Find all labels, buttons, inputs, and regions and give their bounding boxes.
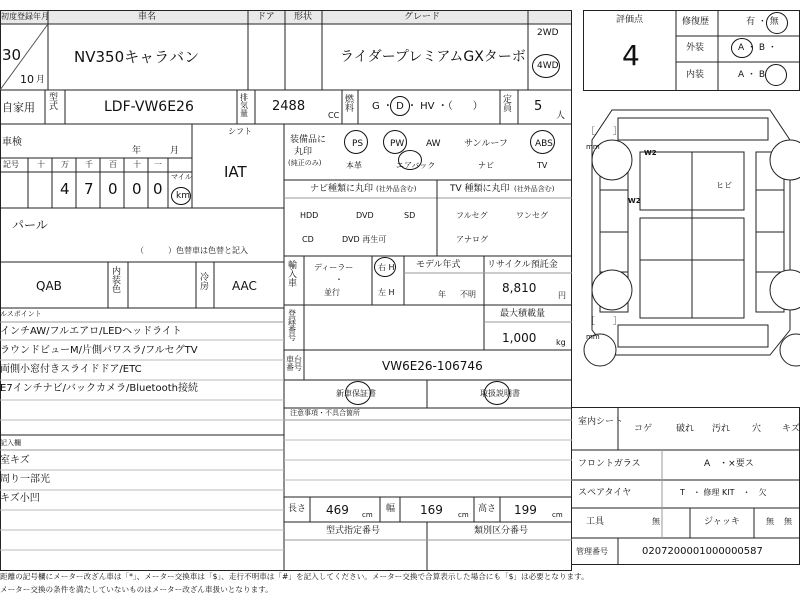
remarks-label: 記入欄 bbox=[0, 439, 21, 447]
model-year-unknown: 不明 bbox=[460, 290, 476, 299]
jack-value: 無 bbox=[766, 517, 774, 526]
import-parallel: 並行 bbox=[324, 288, 340, 297]
reg-date-label: 初度登録年月 bbox=[1, 12, 49, 21]
grade-value: ライダープレミアムGXターボ bbox=[340, 49, 526, 65]
inspection-label: 車検 bbox=[2, 137, 22, 148]
navi-label: ナビ種類に丸印 bbox=[310, 184, 374, 194]
model-name: NV350キャラバン bbox=[74, 48, 200, 66]
capacity-label: 定員 bbox=[503, 95, 513, 114]
seat-opt-burn: コゲ bbox=[634, 424, 653, 434]
tv-label: TV 種類に丸印 bbox=[450, 184, 510, 194]
diagram-bracket-bottom: ［ ］ bbox=[586, 317, 623, 327]
equip-leather: 本革 bbox=[346, 161, 362, 170]
recycle-value: 8,810 bbox=[502, 281, 537, 295]
exterior-label: 外装 bbox=[686, 43, 705, 53]
interior-seat-label: 室内シート bbox=[578, 417, 624, 427]
diagram-w2-top: W2 bbox=[644, 149, 657, 157]
tv-oneseg: ワンセグ bbox=[516, 211, 548, 220]
equip-sunroof: サンルーフ bbox=[464, 139, 508, 149]
jack-label: ジャッキ bbox=[704, 517, 740, 527]
inspection-month-unit: 月 bbox=[170, 146, 180, 156]
tv-sub: (社外品含む) bbox=[514, 185, 555, 193]
width-unit: cm bbox=[458, 511, 469, 519]
drive-2wd: 2WD bbox=[537, 28, 559, 38]
diagram-mm-bottom: mm bbox=[586, 333, 600, 341]
ac-label: 冷房 bbox=[200, 273, 210, 292]
remark-line-2: キズ小凹 bbox=[0, 493, 40, 504]
tv-fullseg: フルセグ bbox=[456, 211, 488, 220]
color-note: （ ）色替車は色替と記入 bbox=[136, 246, 248, 255]
navi-dvd-play: DVD 再生可 bbox=[342, 235, 387, 244]
seat-opt-hole: 穴 bbox=[752, 424, 762, 434]
load-unit: kg bbox=[556, 338, 566, 347]
equip-pw: PW bbox=[390, 139, 405, 149]
length-unit: cm bbox=[362, 511, 373, 519]
import-right: 右 H bbox=[378, 263, 395, 272]
import-dealer: ディーラー bbox=[314, 263, 354, 272]
tools-label: 工具 bbox=[586, 517, 605, 527]
equip-abs: ABS bbox=[535, 139, 553, 149]
navi-hdd: HDD bbox=[300, 211, 319, 220]
score-label: 評価点 bbox=[616, 15, 644, 25]
remark-line-0: 室キズ bbox=[0, 455, 30, 466]
repair-options: 有 ・ 無 bbox=[746, 17, 779, 27]
load-label: 最大積載量 bbox=[500, 309, 546, 319]
mile-label: マイル bbox=[171, 173, 192, 181]
import-left: 左 H bbox=[378, 288, 395, 297]
caution-label: 注意事項・不具合箇所 bbox=[290, 409, 360, 417]
equip-label-3: (純正のみ) bbox=[288, 159, 322, 167]
digit-label-5: 一 bbox=[154, 160, 162, 169]
navi-sd: SD bbox=[404, 211, 416, 220]
spare-tire-options: T ・ 修理 KIT ・ 欠 bbox=[680, 488, 767, 497]
model-year-label: モデル年式 bbox=[416, 260, 461, 270]
digit-3: 0 bbox=[108, 180, 118, 198]
digit-4: 0 bbox=[132, 180, 142, 198]
reg-month-unit: 月 bbox=[36, 75, 46, 85]
repair-label: 修復歴 bbox=[682, 17, 710, 27]
ac-value: AAC bbox=[232, 279, 257, 293]
digit-label-0: 十 bbox=[37, 160, 45, 169]
fuel-label: 燃料 bbox=[345, 95, 355, 114]
load-value: 1,000 bbox=[502, 331, 537, 345]
color-code: QAB bbox=[36, 279, 62, 293]
footer-line-2: メーター交換の条件を満たしていないものはメーター改ざん車扱いとなります。 bbox=[0, 585, 273, 594]
diagram-mm-top: mm bbox=[586, 143, 600, 151]
disp-value: 2488 bbox=[272, 99, 306, 114]
digit-label-1: 万 bbox=[61, 160, 69, 169]
sales-point-line-0: インチAW/フルエアロ/LEDヘッドライト bbox=[0, 326, 182, 337]
seat-opt-dirt: 汚れ bbox=[712, 424, 731, 434]
digit-label-2: 千 bbox=[85, 160, 93, 169]
width-label: 幅 bbox=[386, 504, 396, 514]
fuel-options: G ・ D ・ HV ・（ ） bbox=[372, 101, 483, 112]
import-label: 輸入車 bbox=[288, 261, 298, 289]
recycle-unit: 円 bbox=[558, 291, 566, 300]
seat-opt-tear: 破れ bbox=[676, 424, 695, 434]
score-value: 4 bbox=[622, 39, 640, 72]
equip-airbag: エアバック bbox=[396, 161, 436, 170]
spare-tire-label: スペアタイヤ bbox=[578, 488, 632, 498]
digit-1: 4 bbox=[60, 180, 70, 198]
navi-dvd: DVD bbox=[356, 211, 374, 220]
windshield-label: フロントガラス bbox=[578, 459, 641, 469]
tools-value: 無 bbox=[652, 517, 660, 526]
last-value: 無 bbox=[784, 517, 792, 526]
equip-label-1: 装備品に bbox=[290, 135, 327, 145]
type-value: LDF-VW6E26 bbox=[104, 99, 194, 115]
shift-value: IAT bbox=[224, 163, 247, 181]
grade-label: グレード bbox=[404, 12, 441, 22]
shift-label: シフト bbox=[228, 127, 252, 136]
reg-month: 10 bbox=[20, 73, 34, 86]
sales-point-line-2: 両側小窓付きスライドドア/ETC bbox=[0, 364, 142, 375]
mileage-mark-label: 記号 bbox=[3, 160, 19, 169]
type-num-label: 型式指定番号 bbox=[326, 526, 381, 536]
interior-options: A ・ B bbox=[738, 70, 766, 80]
width-value: 169 bbox=[420, 503, 443, 517]
height-label: 高さ bbox=[478, 504, 497, 514]
length-label: 長さ bbox=[288, 504, 307, 514]
equip-ps: PS bbox=[352, 139, 364, 149]
interior-color-label: 内装色 bbox=[112, 267, 122, 295]
footer-line-1: 距離の記号欄にメーター改ざん車は「*」、メーター交換車は「$」、走行不明車は「#」を記入してください。メーター交換で合算表示した場合にも「$」は必要となります。 bbox=[0, 572, 589, 581]
chassis-value: VW6E26-106746 bbox=[382, 359, 483, 373]
digit-label-4: 十 bbox=[133, 160, 141, 169]
digit-5: 0 bbox=[153, 180, 163, 198]
usage: 自家用 bbox=[2, 101, 35, 114]
sales-point-line-3: E7インチナビ/バックカメラ/Bluetooth接続 bbox=[0, 383, 198, 394]
equip-aw: AW bbox=[426, 139, 441, 149]
drive-4wd: 4WD bbox=[537, 61, 559, 71]
windshield-options: A ・×要ス bbox=[704, 459, 754, 469]
tv-analog: アナログ bbox=[456, 235, 488, 244]
reg-year: 30 bbox=[2, 46, 22, 64]
recycle-label: リサイクル預託金 bbox=[487, 260, 558, 270]
mgmt-value: 0207200001000000587 bbox=[642, 546, 763, 557]
diagram-w2-side: W2 bbox=[628, 197, 641, 205]
disp-unit: CC bbox=[328, 111, 340, 120]
interior-label: 内装 bbox=[686, 70, 705, 80]
door-label: ドア bbox=[257, 12, 275, 22]
model-name-label: 車名 bbox=[138, 12, 157, 22]
length-value: 469 bbox=[326, 503, 349, 517]
navi-cd: CD bbox=[302, 235, 314, 244]
mgmt-label: 管理番号 bbox=[576, 547, 608, 556]
disp-label: 排気量 bbox=[240, 93, 248, 118]
sales-points-label: ルスポイント bbox=[0, 310, 42, 318]
sales-point-line-1: ラウンドビューM/片側パワスラ/フルセグTV bbox=[0, 345, 198, 356]
warranty-manual: 取扱説明書 bbox=[480, 389, 520, 398]
height-value: 199 bbox=[514, 503, 537, 517]
km-label: km bbox=[176, 191, 190, 201]
type-label: 型式 bbox=[49, 93, 59, 112]
inspection-year-unit: 年 bbox=[132, 146, 142, 156]
diagram-crack-note: ヒビ bbox=[716, 181, 732, 190]
chassis-label: 車台番号 bbox=[286, 355, 302, 372]
shape-label: 形状 bbox=[294, 12, 313, 22]
model-year-unit: 年 bbox=[438, 290, 446, 299]
height-unit: cm bbox=[552, 511, 563, 519]
navi-sub: (社外品含む) bbox=[376, 185, 417, 193]
equip-label-2: 丸印 bbox=[294, 147, 313, 157]
digit-2: 7 bbox=[84, 180, 94, 198]
diagram-bracket-top: ［ ］ bbox=[586, 127, 623, 137]
capacity-value: 5 bbox=[534, 99, 543, 114]
reg-number-label: 登録番号 bbox=[288, 309, 296, 342]
equip-tv: TV bbox=[537, 161, 548, 170]
warranty-new-car: 新車保証書 bbox=[336, 389, 376, 398]
capacity-unit: 人 bbox=[556, 111, 566, 121]
import-dot: ・ bbox=[335, 275, 343, 284]
remark-line-1: 周り一部光 bbox=[0, 474, 50, 485]
exterior-options: A ・ B ・ bbox=[738, 43, 777, 53]
digit-label-3: 百 bbox=[109, 160, 117, 169]
equip-navi: ナビ bbox=[478, 161, 494, 170]
class-num-label: 類別区分番号 bbox=[474, 526, 529, 536]
seat-opt-scratch: キズ bbox=[782, 424, 800, 434]
color-value: パール bbox=[12, 218, 48, 232]
